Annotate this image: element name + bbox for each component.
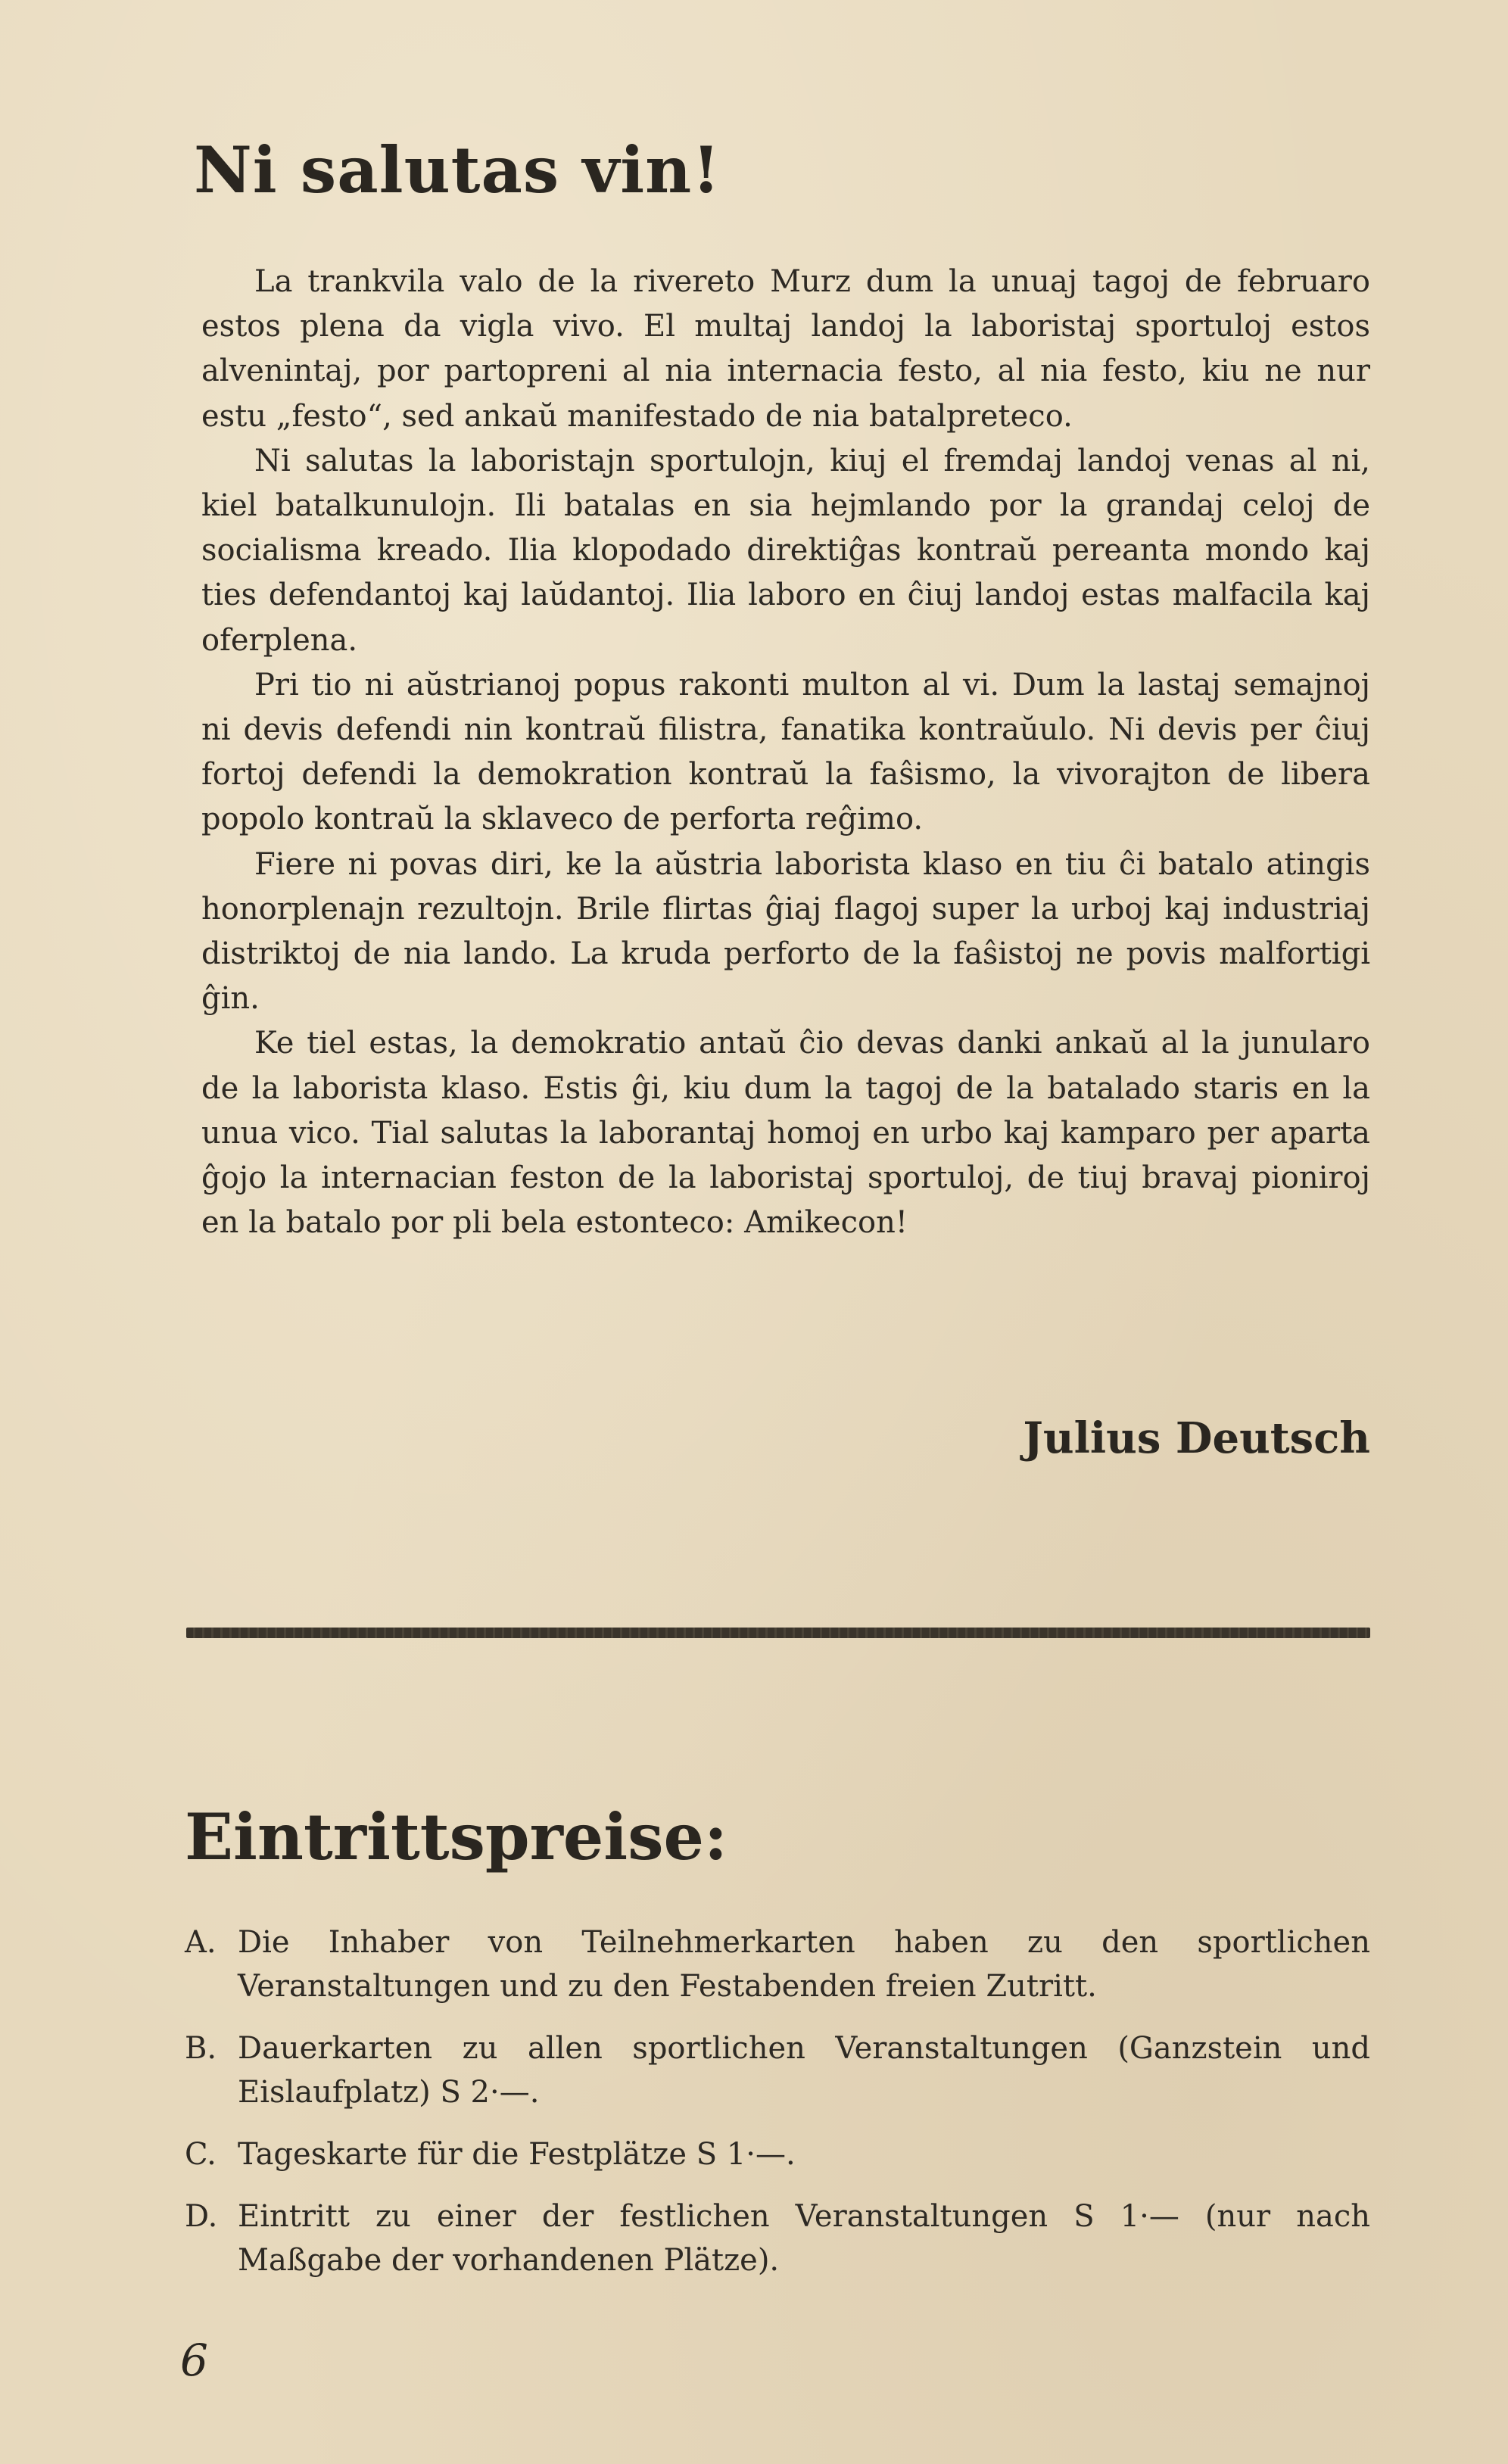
article-paragraph: Ni salutas la laboristajn sportulojn, kiuj el fremdaj landoj venas al ni, kiel batalkunulojn. Ili batalas en sia hejmlando por la grandaj celoj de socialisma kreado. Ilia klopodado direktiĝas kontraŭ pereanta mondo kaj ties defendantoj kaj laŭdantoj. Ilia laboro en ĉiuj landoj estas malfacila kaj oferplena. <box>201 443 1370 658</box>
article-paragraph: Pri tio ni aŭstrianoj popus rakonti multon al vi. Dum la lastaj semajnoj ni devis defendi nin kontraŭ filistra, fanatika kontraŭulo. Ni devis per ĉiuj fortoj defendi la demokration kontraŭ la faŝismo, la vivorajton de libera popolo kontraŭ la sklaveco de perforta reĝimo. <box>201 667 1370 837</box>
price-item-text: Eintritt zu einer der festlichen Veranstaltungen S 1·— (nur nach Maßgabe der vorhandenen Plätze). <box>238 2199 1370 2278</box>
section-divider <box>186 1628 1370 1638</box>
article-title: Ni salutas vin! <box>194 132 721 207</box>
prices-list <box>185 1920 1370 2300</box>
price-item <box>185 1920 1370 2008</box>
price-item-letter: B. <box>185 2031 217 2066</box>
page-number: 6 <box>180 2335 208 2386</box>
article-paragraph: Ke tiel estas, la demokratio antaŭ ĉio devas danki ankaŭ al la junularo de la laborista klaso. Estis ĝi, kiu dum la tagoj de la batalado staris en la unua vico. Tial salutas la laborantaj homoj en urbo kaj kamparo per aparta ĝojo la internacian feston de la laboristaj sportuloj, de tiuj bravaj pioniroj en la batalo por pli bela estonteco: Amikecon! <box>201 1026 1370 1241</box>
price-item-letter: A. <box>185 1925 217 1960</box>
price-item-text: Die Inhaber von Teilnehmerkarten haben zu den sportlichen Veranstaltungen und zu den Festabenden freien Zutritt. <box>238 1925 1370 2004</box>
article-paragraph: Fiere ni povas diri, ke la aŭstria laborista klaso en tiu ĉi batalo atingis honorplenajn rezultojn. Brile flirtas ĝiaj flagoj super la urboj kaj industriaj distriktoj de nia lando. La kruda perforto de la faŝistoj ne povis malfortigi ĝin. <box>201 846 1370 1017</box>
price-item <box>185 2132 1370 2176</box>
article-signature: Julius Deutsch <box>1023 1413 1370 1463</box>
prices-heading: Eintrittspreise: <box>185 1799 728 1874</box>
price-item-text: Tageskarte für die Festplätze S 1·—. <box>238 2137 796 2172</box>
article-paragraph: La trankvila valo de la rivereto Murz dum la unuaj tagoj de februaro estos plena da vigla vivo. El multaj landoj la laboristaj sportuloj estos alvenintaj, por partopreni al nia internacia festo, al nia festo, kiu ne nur estu „festo“, sed ankaŭ manifestado de nia batalpreteco. <box>201 264 1370 434</box>
price-item-text: Dauerkarten zu allen sportlichen Veranstaltungen (Ganzstein und Eislaufplatz) S 2·—. <box>238 2031 1370 2110</box>
price-item <box>185 2026 1370 2114</box>
price-item-letter: C. <box>185 2137 217 2172</box>
price-item-letter: D. <box>185 2199 218 2234</box>
article-body <box>201 260 1370 1245</box>
price-item <box>185 2195 1370 2282</box>
